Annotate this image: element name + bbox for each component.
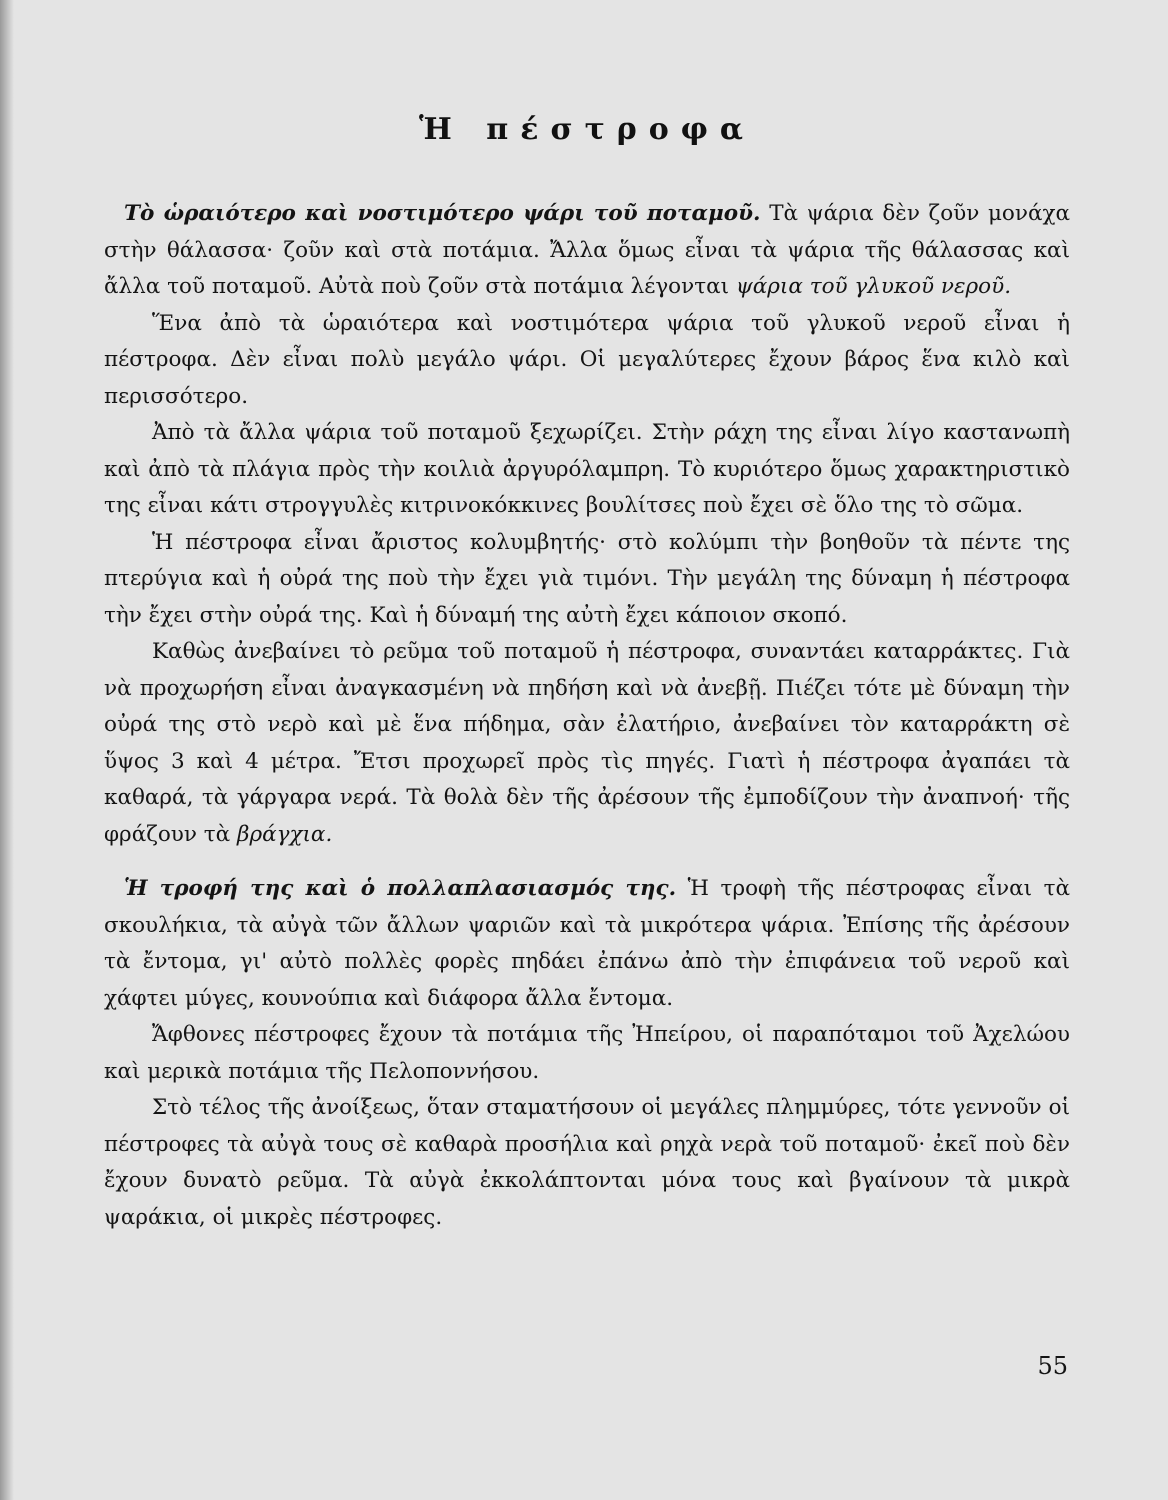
page-content [104,100,1070,1236]
section1-paragraph-2: Ἕνα ἀπὸ τὰ ὡραιότερα καὶ νοστιμότερα ψάρια τοῦ γλυκοῦ νεροῦ εἶναι ἡ πέστροφα. Δὲν εἶναι πολὺ μεγάλο ψάρι. Οἱ μεγαλύτερες ἔχουν βάρος ἕνα κιλὸ καὶ περισσότερο. [104,310,1070,409]
section2-paragraph-1 [104,871,1070,1017]
page-binding-shadow [0,0,14,1500]
section1-paragraph-5 [104,634,1070,853]
section1-p1-term: ψάρια τοῦ γλυκοῦ νεροῦ. [735,274,1012,299]
section1-lead-heading: Τὸ ὡραιότερο καὶ νοστιμότερο ψάρι τοῦ ποταμοῦ. [124,201,761,226]
section2-lead-heading: Ἡ τροφή της καὶ ὁ πολλαπλασιασμός της. [124,876,677,901]
section1-p1-text: Τὰ ψάρια δὲν ζοῦν μονάχα στὴν θάλασσα· ζοῦν καὶ στὰ ποτάμια. Ἄλλα ὅμως εἶναι τὰ ψάρια τῆς θάλασσας καὶ ἄλλα τοῦ ποταμοῦ. Αὐτὰ ποὺ ζοῦν στὰ ποτάμια λέγονται [104,201,1071,299]
section1-p5-term: βράγχια. [237,821,333,847]
section1-paragraph-4: Ἡ πέστροφα εἶναι ἄριστος κολυμβητής· στὸ κολύμπι τὴν βοηθοῦν τὰ πέντε της πτερύγια καὶ ἡ οὐρά της ποὺ τὴν ἔχει γιὰ τιμόνι. Τὴν μεγάλη της δύναμη ἡ πέστροφα τὴν ἔχει στὴν οὐρά της. Καὶ ἡ δύναμή της αὐτὴ ἔχει κάποιον σκοπό. [104,529,1070,628]
section1-p5-text: Καθὼς ἀνεβαίνει τὸ ρεῦμα τοῦ ποταμοῦ ἡ πέστροφα, συναντάει καταρράκτες. Γιὰ νὰ προχωρήση εἶναι ἀναγκασμένη νὰ πηδήση καὶ νὰ ἀνεβῇ. Πιέζει τότε μὲ δύναμη τὴν οὐρά της στὸ νερὸ καὶ μὲ ἕνα πήδημα, σὰν ἐλατήριο, ἀνεβαίνει τὸν καταρράκτη σὲ ὕψος 3 καὶ 4 μέτρα. Ἔτσι προχωρεῖ πρὸς τὶς πηγές. Γιατὶ ἡ πέστροφα ἀγαπάει τὰ καθαρά, τὰ γάργαρα νερά. Τὰ θολὰ δὲν τῆς ἀρέσουν τῆς ἐμποδίζουν τὴν ἀναπνοή· τῆς φράζουν τὰ [104,639,1070,847]
section1-paragraph-3: Ἀπὸ τὰ ἄλλα ψάρια τοῦ ποταμοῦ ξεχωρίζει. Στὴν ράχη της εἶναι λίγο καστανωπὴ καὶ ἀπὸ τὰ πλάγια πρὸς τὴν κοιλιὰ ἀργυρόλαμπρη. Τὸ κυριότερο ὅμως χαρακτηριστικὸ της εἶναι κάτι στρογγυλὲς κιτρινοκόκκινες βουλίτσες ποὺ ἔχει σὲ ὅλο της τὸ σῶμα. [104,420,1070,518]
section2-paragraph-2: Ἄφθονες πέστροφες ἔχουν τὰ ποτάμια τῆς Ἠπείρου, οἱ παραπόταμοι τοῦ Ἀχελώου καὶ μερικὰ ποτάμια τῆς Πελοποννήσου. [104,1022,1070,1084]
section2-paragraph-3: Στὸ τέλος τῆς ἀνοίξεως, ὅταν σταματήσουν οἱ μεγάλες πλημμύρες, τότε γεννοῦν οἱ πέστροφες τὰ αὐγὰ τους σὲ καθαρὰ προσήλια καὶ ρηχὰ νερὰ τοῦ ποταμοῦ· ἐκεῖ ποὺ δὲν ἔχουν δυνατὸ ρεῦμα. Τὰ αὐγὰ ἐκκολάπτονται μόνα τους καὶ βγαίνουν τὰ μικρὰ ψαράκια, οἱ μικρὲς πέστροφες. [104,1095,1070,1230]
section1-paragraph-1 [104,196,1070,306]
page-number: 55 [1037,1352,1068,1380]
section2-p1-text: Ἡ τροφὴ τῆς πέστροφας εἶναι τὰ σκουλήκια, τὰ αὐγὰ τῶν ἄλλων ψαριῶν καὶ τὰ μικρότερα ψάρια. Ἐπίσης τῆς ἀρέσουν τὰ ἔντομα, γι' αὐτὸ πολλὲς φορὲς πηδάει ἐπάνω ἀπὸ τὴν ἐπιφάνεια τοῦ νεροῦ καὶ χάφτει μύγες, κουνούπια καὶ διάφορα ἄλλα ἔντομα. [104,876,1071,1011]
page-title: Ἡ πέστροφα [419,112,755,147]
